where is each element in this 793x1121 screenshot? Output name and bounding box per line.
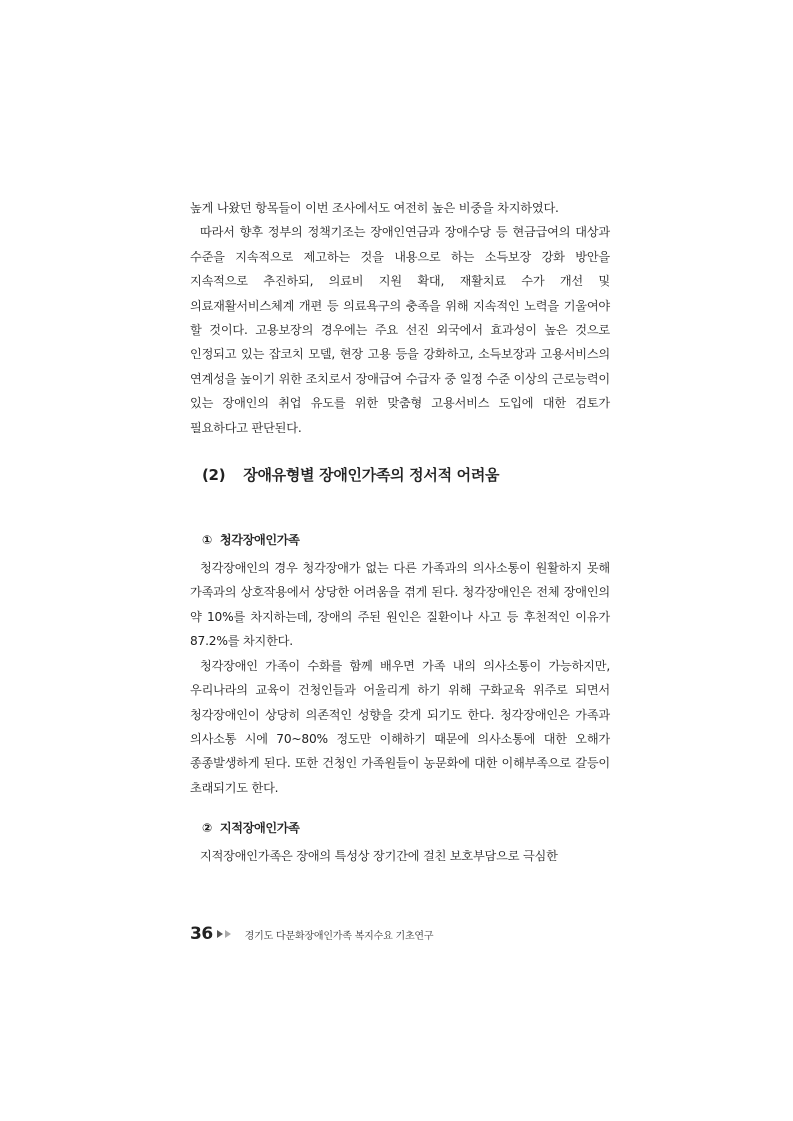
body-paragraph: 지적장애인가족은 장애의 특성상 장기간에 걸친 보호부담으로 극심한 xyxy=(200,849,558,864)
sub-heading-title: 청각장애인가족 xyxy=(219,533,300,548)
body-paragraph: 청각장애인의 경우 청각장애가 없는 다른 가족과의 의사소통이 원활하지 못해 가족과의 상호작용에서 상당한 어려움을 겪게 된다. 청각장애인은 전체 장애인의 약 10%를 차지하는데, 장애의 주된 원인은 질환이나 사고 등 후천적인 이유가 87.2%를 차지한다. xyxy=(190,561,610,649)
body-paragraph: 따라서 향후 정부의 정책기조는 장애인연금과 장애수당 등 현금급여의 대상과 수준을 지속적으로 제고하는 것을 내용으로 하는 소득보장 강화 방안을 지속적으로 추진하되, 의료비 지원 확대, 재활치료 수가 개선 및 의료재활서비스체계 개편 등 의료욕구의 충족을 위해 지속적인 노력을 기울여야 할 것이다. 고용보장의 경우에는 주요 선진 외국에서 효과성이 높은 것으로 인정되고 있는 잡코치 모델, 현장 고용 등을 강화하고, 소득보장과 고용서비스의 연계성을 높이기 위한 조치로서 장애급여 수급자 중 일정 수준 이상의 근로능력이 있는 장애인의 취업 유도를 위한 맞춤형 고용서비스 도입에 대한 검토가 필요하다고 판단된다. xyxy=(190,225,610,435)
section-title: 장애유형별 장애인가족의 정서적 어려움 xyxy=(243,466,500,485)
double-arrow-icon xyxy=(217,930,233,938)
sub-heading-mark: ① xyxy=(202,533,212,548)
sub-heading-title: 지적장애인가족 xyxy=(219,821,300,836)
page-number: 36 xyxy=(190,924,213,944)
page-content xyxy=(190,196,610,869)
body-paragraph: 높게 나왔던 항목들이 이번 조사에서도 여전히 높은 비중을 차지하였다. xyxy=(190,201,559,215)
section-number: (2) xyxy=(202,466,226,485)
sub-heading xyxy=(190,818,610,838)
sub-heading-mark: ② xyxy=(202,821,212,836)
page-footer xyxy=(190,922,433,946)
section-heading xyxy=(190,464,610,486)
sub-heading xyxy=(190,530,610,550)
body-paragraph: 청각장애인 가족이 수화를 함께 배우면 가족 내의 의사소통이 가능하지만, 우리나라의 교육이 건청인들과 어울리게 하기 위해 구화교육 위주로 되면서 청각장애인이 상당히 의존적인 성향을 갖게 되기도 한다. 청각장애인은 가족과 의사소통 시에 70~80% 정도만 이해하기 때문에 의사소통에 대한 오해가 종종발생하게 된다. 또한 건청인 가족원들이 농문화에 대한 이해부족으로 갈등이 초래되기도 한다. xyxy=(190,658,610,795)
footer-book-title: 경기도 다문화장애인가족 복지수요 기초연구 xyxy=(244,930,434,942)
